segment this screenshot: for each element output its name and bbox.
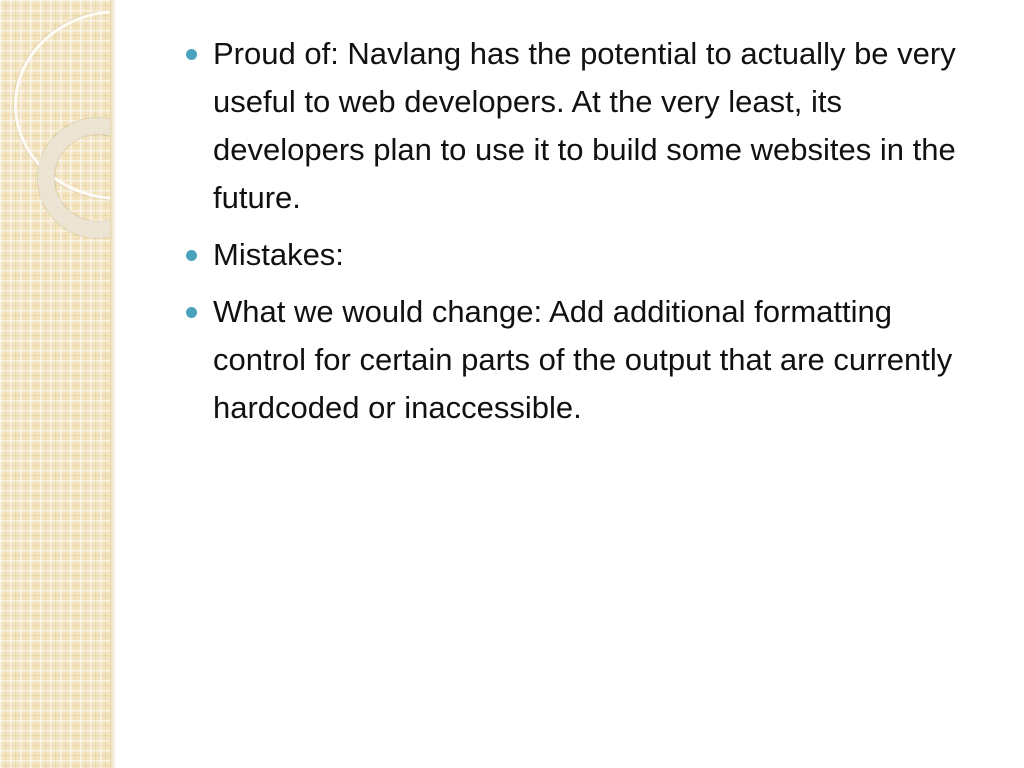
bullet-item-what-we-would-change <box>184 288 984 432</box>
bullet-list <box>184 30 984 432</box>
decorative-sidebar <box>0 0 110 768</box>
bullet-dot-icon <box>186 49 197 60</box>
slide-content <box>184 30 984 441</box>
bullet-text: What we would change: Add additional formatting control for certain parts of the output that are currently hardcoded or inaccessible. <box>213 294 953 425</box>
bullet-dot-icon <box>186 307 197 318</box>
bullet-text: Mistakes: <box>213 237 344 272</box>
sidebar-edge <box>110 0 116 768</box>
bullet-text: Proud of: Navlang has the potential to actually be very useful to web developers. At the very least, its developers plan to use it to build some websites in the future. <box>213 36 956 215</box>
bullet-dot-icon <box>186 250 197 261</box>
bullet-item-proud-of <box>184 30 984 222</box>
bullet-item-mistakes <box>184 231 984 279</box>
